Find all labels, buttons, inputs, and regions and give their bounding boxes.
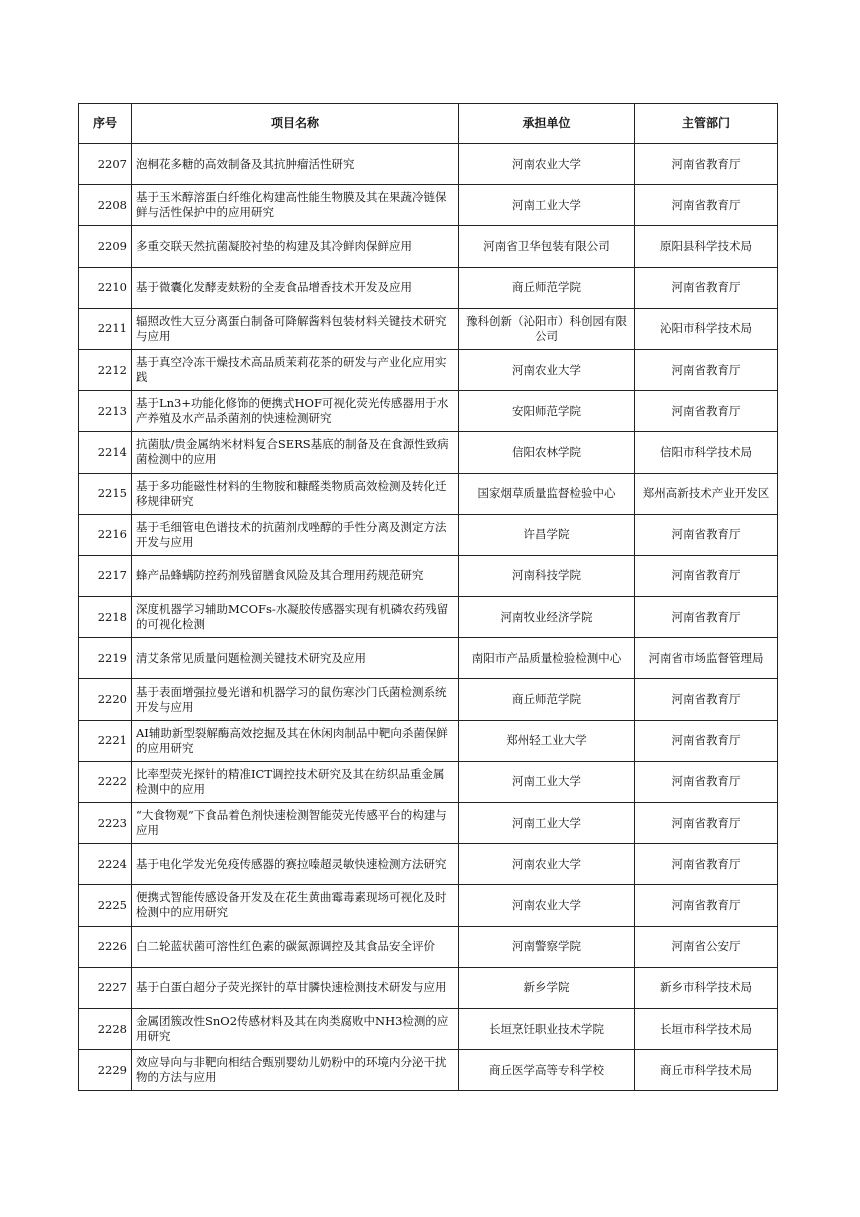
row-unit: 河南农业大学 <box>459 144 635 185</box>
table-row <box>79 555 778 596</box>
row-project-name: 基于白蛋白超分子荧光探针的草甘膦快速检测技术研发与应用 <box>132 967 459 1008</box>
row-project-name: 多重交联天然抗菌凝胶衬垫的构建及其冷鲜肉保鲜应用 <box>132 226 459 267</box>
row-seq: 2211 <box>79 308 132 349</box>
row-seq: 2229 <box>79 1050 132 1091</box>
row-unit: 河南农业大学 <box>459 844 635 885</box>
row-dept: 长垣市科学技术局 <box>635 1008 778 1049</box>
row-dept: 商丘市科学技术局 <box>635 1050 778 1091</box>
table-row <box>79 514 778 555</box>
row-project-name: 基于电化学发光免疫传感器的赛拉嗪超灵敏快速检测方法研究 <box>132 844 459 885</box>
row-unit: 商丘医学高等专科学校 <box>459 1050 635 1091</box>
row-project-name: 基于多功能磁性材料的生物胺和糠醛类物质高效检测及转化迁移规律研究 <box>132 473 459 514</box>
row-unit: 河南工业大学 <box>459 185 635 226</box>
row-project-name: 深度机器学习辅助MCOFs-水凝胶传感器实现有机磷农药残留的可视化检测 <box>132 597 459 638</box>
row-unit: 商丘师范学院 <box>459 679 635 720</box>
row-unit: 南阳市产品质量检验检测中心 <box>459 638 635 679</box>
table-row <box>79 349 778 390</box>
row-unit: 许昌学院 <box>459 514 635 555</box>
row-seq: 2207 <box>79 144 132 185</box>
row-seq: 2225 <box>79 885 132 926</box>
row-project-name: 辐照改性大豆分离蛋白制备可降解酱料包装材料关键技术研究与应用 <box>132 308 459 349</box>
row-unit: 河南农业大学 <box>459 349 635 390</box>
row-dept: 河南省教育厅 <box>635 761 778 802</box>
header-seq: 序号 <box>79 104 132 144</box>
row-unit: 河南工业大学 <box>459 761 635 802</box>
row-unit: 河南警察学院 <box>459 926 635 967</box>
row-unit: 商丘师范学院 <box>459 267 635 308</box>
row-unit: 河南牧业经济学院 <box>459 597 635 638</box>
table-row <box>79 967 778 1008</box>
row-seq: 2222 <box>79 761 132 802</box>
row-seq: 2213 <box>79 391 132 432</box>
row-seq: 2216 <box>79 514 132 555</box>
row-seq: 2209 <box>79 226 132 267</box>
header-dept: 主管部门 <box>635 104 778 144</box>
row-project-name: 基于Ln3+功能化修饰的便携式HOF可视化荧光传感器用于水产养殖及水产品杀菌剂的快速检测研究 <box>132 391 459 432</box>
row-seq: 2217 <box>79 555 132 596</box>
table-row <box>79 267 778 308</box>
row-unit: 河南工业大学 <box>459 803 635 844</box>
table-row <box>79 1008 778 1049</box>
row-project-name: AI辅助新型裂解酶高效挖掘及其在休闲肉制品中靶向杀菌保鲜的应用研究 <box>132 720 459 761</box>
row-unit: 新乡学院 <box>459 967 635 1008</box>
row-dept: 河南省教育厅 <box>635 803 778 844</box>
row-seq: 2214 <box>79 432 132 473</box>
row-dept: 原阳县科学技术局 <box>635 226 778 267</box>
table-row <box>79 597 778 638</box>
row-dept: 郑州高新技术产业开发区 <box>635 473 778 514</box>
row-seq: 2219 <box>79 638 132 679</box>
table-row <box>79 432 778 473</box>
table-row <box>79 638 778 679</box>
row-unit: 国家烟草质量监督检验中心 <box>459 473 635 514</box>
row-project-name: 泡桐花多糖的高效制备及其抗肿瘤活性研究 <box>132 144 459 185</box>
row-seq: 2226 <box>79 926 132 967</box>
row-unit: 河南科技学院 <box>459 555 635 596</box>
row-project-name: 清艾条常见质量问题检测关键技术研究及应用 <box>132 638 459 679</box>
row-project-name: 基于真空冷冻干燥技术高品质茉莉花茶的研发与产业化应用实践 <box>132 349 459 390</box>
row-dept: 河南省教育厅 <box>635 514 778 555</box>
row-unit: 长垣烹饪职业技术学院 <box>459 1008 635 1049</box>
row-dept: 沁阳市科学技术局 <box>635 308 778 349</box>
row-project-name: 便携式智能传感设备开发及在花生黄曲霉毒素现场可视化及时检测中的应用研究 <box>132 885 459 926</box>
row-unit: 信阳农林学院 <box>459 432 635 473</box>
row-dept: 河南省教育厅 <box>635 267 778 308</box>
row-seq: 2227 <box>79 967 132 1008</box>
row-project-name: 抗菌肽/贵金属纳米材料复合SERS基底的制备及在食源性致病菌检测中的应用 <box>132 432 459 473</box>
row-dept: 河南省教育厅 <box>635 679 778 720</box>
table-row <box>79 720 778 761</box>
row-dept: 河南省教育厅 <box>635 844 778 885</box>
row-project-name: 比率型荧光探针的精准ICT调控技术研究及其在纺织品重金属检测中的应用 <box>132 761 459 802</box>
row-seq: 2208 <box>79 185 132 226</box>
row-seq: 2228 <box>79 1008 132 1049</box>
table-row <box>79 679 778 720</box>
row-seq: 2223 <box>79 803 132 844</box>
table-row <box>79 885 778 926</box>
table-row <box>79 803 778 844</box>
row-project-name: 基于玉米醇溶蛋白纤维化构建高性能生物膜及其在果蔬冷链保鲜与活性保护中的应用研究 <box>132 185 459 226</box>
row-unit: 郑州轻工业大学 <box>459 720 635 761</box>
row-unit: 安阳师范学院 <box>459 391 635 432</box>
row-dept: 河南省教育厅 <box>635 144 778 185</box>
row-dept: 河南省市场监督管理局 <box>635 638 778 679</box>
row-project-name: 白二轮蓝状菌可溶性红色素的碳氮源调控及其食品安全评价 <box>132 926 459 967</box>
row-seq: 2218 <box>79 597 132 638</box>
table-row <box>79 761 778 802</box>
row-project-name: 金属团簇改性SnO2传感材料及其在肉类腐败中NH3检测的应用研究 <box>132 1008 459 1049</box>
row-seq: 2210 <box>79 267 132 308</box>
row-unit: 河南省卫华包装有限公司 <box>459 226 635 267</box>
row-dept: 河南省教育厅 <box>635 185 778 226</box>
table-row <box>79 308 778 349</box>
table-row <box>79 844 778 885</box>
table-row <box>79 473 778 514</box>
table-row <box>79 144 778 185</box>
row-project-name: 基于毛细管电色谱技术的抗菌剂戊唑醇的手性分离及测定方法开发与应用 <box>132 514 459 555</box>
row-project-name: “大食物观”下食品着色剂快速检测智能荧光传感平台的构建与应用 <box>132 803 459 844</box>
row-dept: 信阳市科学技术局 <box>635 432 778 473</box>
row-dept: 河南省教育厅 <box>635 349 778 390</box>
table-row <box>79 1050 778 1091</box>
table-row <box>79 391 778 432</box>
row-dept: 河南省教育厅 <box>635 720 778 761</box>
row-project-name: 效应导向与非靶向相结合甄别婴幼儿奶粉中的环境内分泌干扰物的方法与应用 <box>132 1050 459 1091</box>
table-row <box>79 926 778 967</box>
row-seq: 2215 <box>79 473 132 514</box>
row-seq: 2220 <box>79 679 132 720</box>
row-dept: 河南省教育厅 <box>635 391 778 432</box>
row-unit: 河南农业大学 <box>459 885 635 926</box>
header-name: 项目名称 <box>132 104 459 144</box>
row-dept: 河南省教育厅 <box>635 885 778 926</box>
table-row <box>79 226 778 267</box>
row-dept: 河南省公安厅 <box>635 926 778 967</box>
header-row <box>79 104 778 144</box>
row-project-name: 基于微囊化发酵麦麸粉的全麦食品增香技术开发及应用 <box>132 267 459 308</box>
row-dept: 新乡市科学技术局 <box>635 967 778 1008</box>
row-seq: 2212 <box>79 349 132 390</box>
row-seq: 2221 <box>79 720 132 761</box>
project-table <box>78 103 778 1091</box>
row-seq: 2224 <box>79 844 132 885</box>
row-project-name: 蜂产品蜂螨防控药剂残留膳食风险及其合理用药规范研究 <box>132 555 459 596</box>
row-dept: 河南省教育厅 <box>635 555 778 596</box>
row-dept: 河南省教育厅 <box>635 597 778 638</box>
row-project-name: 基于表面增强拉曼光谱和机器学习的鼠伤寒沙门氏菌检测系统开发与应用 <box>132 679 459 720</box>
row-unit: 豫科创新（沁阳市）科创园有限公司 <box>459 308 635 349</box>
table-row <box>79 185 778 226</box>
header-unit: 承担单位 <box>459 104 635 144</box>
